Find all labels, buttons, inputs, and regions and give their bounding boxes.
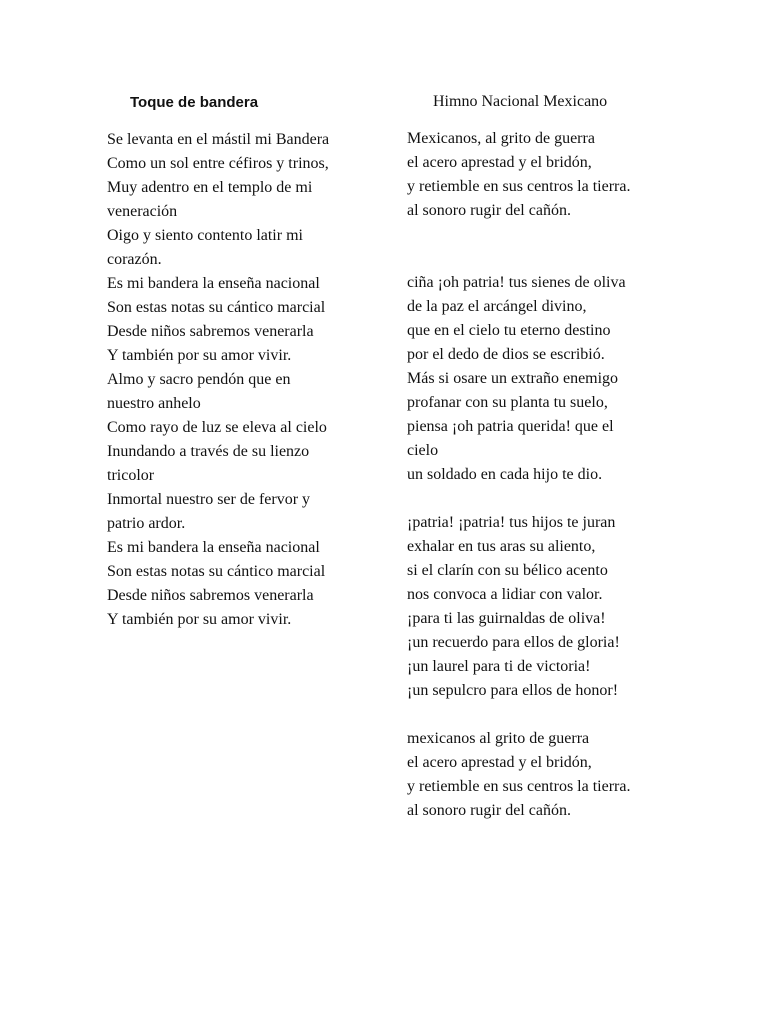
poem-line: Es mi bandera la enseña nacional [107,539,320,556]
poem-line: Se levanta en el mástil mi Bandera [107,131,330,148]
stanza-gap [407,487,677,511]
poem-line: si el clarín con su bélico acento [407,562,608,579]
poem-line: nos convoca a lidiar con valor. [407,586,603,603]
poem-line: Desde niños sabremos venerarla [107,323,314,340]
poem-line: Muy adentro en el templo de mi [107,179,313,196]
poem-line: Son estas notas su cántico marcial [107,299,326,316]
poem-line: veneración [107,203,178,220]
poem-line: ¡para ti las guirnaldas de oliva! [407,610,606,627]
poem-line: nuestro anhelo [107,395,201,412]
poem-line: Almo y sacro pendón que en [107,371,291,388]
poem-line: profanar con su planta tu suelo, [407,394,608,411]
right-poem-column [407,127,677,823]
poem-line: y retiemble en sus centros la tierra. [407,178,631,195]
poem-line: ¡un sepulcro para ellos de honor! [407,682,619,699]
left-poem-title: Toque de bandera [130,94,259,111]
poem-line: Más si osare un extraño enemigo [407,370,619,387]
poem-line: Inmortal nuestro ser de fervor y [107,491,311,508]
poem-line: piensa ¡oh patria querida! que el [407,418,614,435]
poem-line: Inundando a través de su lienzo [107,443,310,460]
poem-line: ¡un laurel para ti de victoria! [407,658,591,675]
poem-line: de la paz el arcángel divino, [407,298,587,315]
stanza-gap [407,247,677,271]
poem-line: Desde niños sabremos venerarla [107,587,314,604]
poem-line: el acero aprestad y el bridón, [407,154,592,171]
poem-line: Es mi bandera la enseña nacional [107,275,320,292]
poem-line: Oigo y siento contento latir mi [107,227,303,244]
poem-line: ciña ¡oh patria! tus sienes de oliva [407,274,626,291]
poem-line: Son estas notas su cántico marcial [107,563,326,580]
poem-line: y retiemble en sus centros la tierra. [407,778,631,795]
stanza-gap [407,223,677,247]
poem-line: Y también por su amor vivir. [107,347,292,364]
poem-line: al sonoro rugir del cañón. [407,802,571,819]
poem-line: que en el cielo tu eterno destino [407,322,611,339]
poem-line: Como un sol entre céfiros y trinos, [107,155,329,172]
stanza-gap [407,703,677,727]
poem-line: Como rayo de luz se eleva al cielo [107,419,327,436]
poem-line: cielo [407,442,439,459]
right-poem-title: Himno Nacional Mexicano [433,93,608,110]
poem-line: ¡un recuerdo para ellos de gloria! [407,634,620,651]
poem-line: ¡patria! ¡patria! tus hijos te juran [407,514,616,531]
poem-line: Mexicanos, al grito de guerra [407,130,595,147]
poem-line: un soldado en cada hijo te dio. [407,466,603,483]
poem-line: el acero aprestad y el bridón, [407,754,592,771]
poem-line: al sonoro rugir del cañón. [407,202,571,219]
left-poem-column [107,128,372,632]
poem-line: corazón. [107,251,162,268]
poem-line: Y también por su amor vivir. [107,611,292,628]
poem-line: exhalar en tus aras su aliento, [407,538,596,555]
poem-line: mexicanos al grito de guerra [407,730,590,747]
poem-line: por el dedo de dios se escribió. [407,346,605,363]
poem-line: tricolor [107,467,155,484]
poem-line: patrio ardor. [107,515,186,532]
